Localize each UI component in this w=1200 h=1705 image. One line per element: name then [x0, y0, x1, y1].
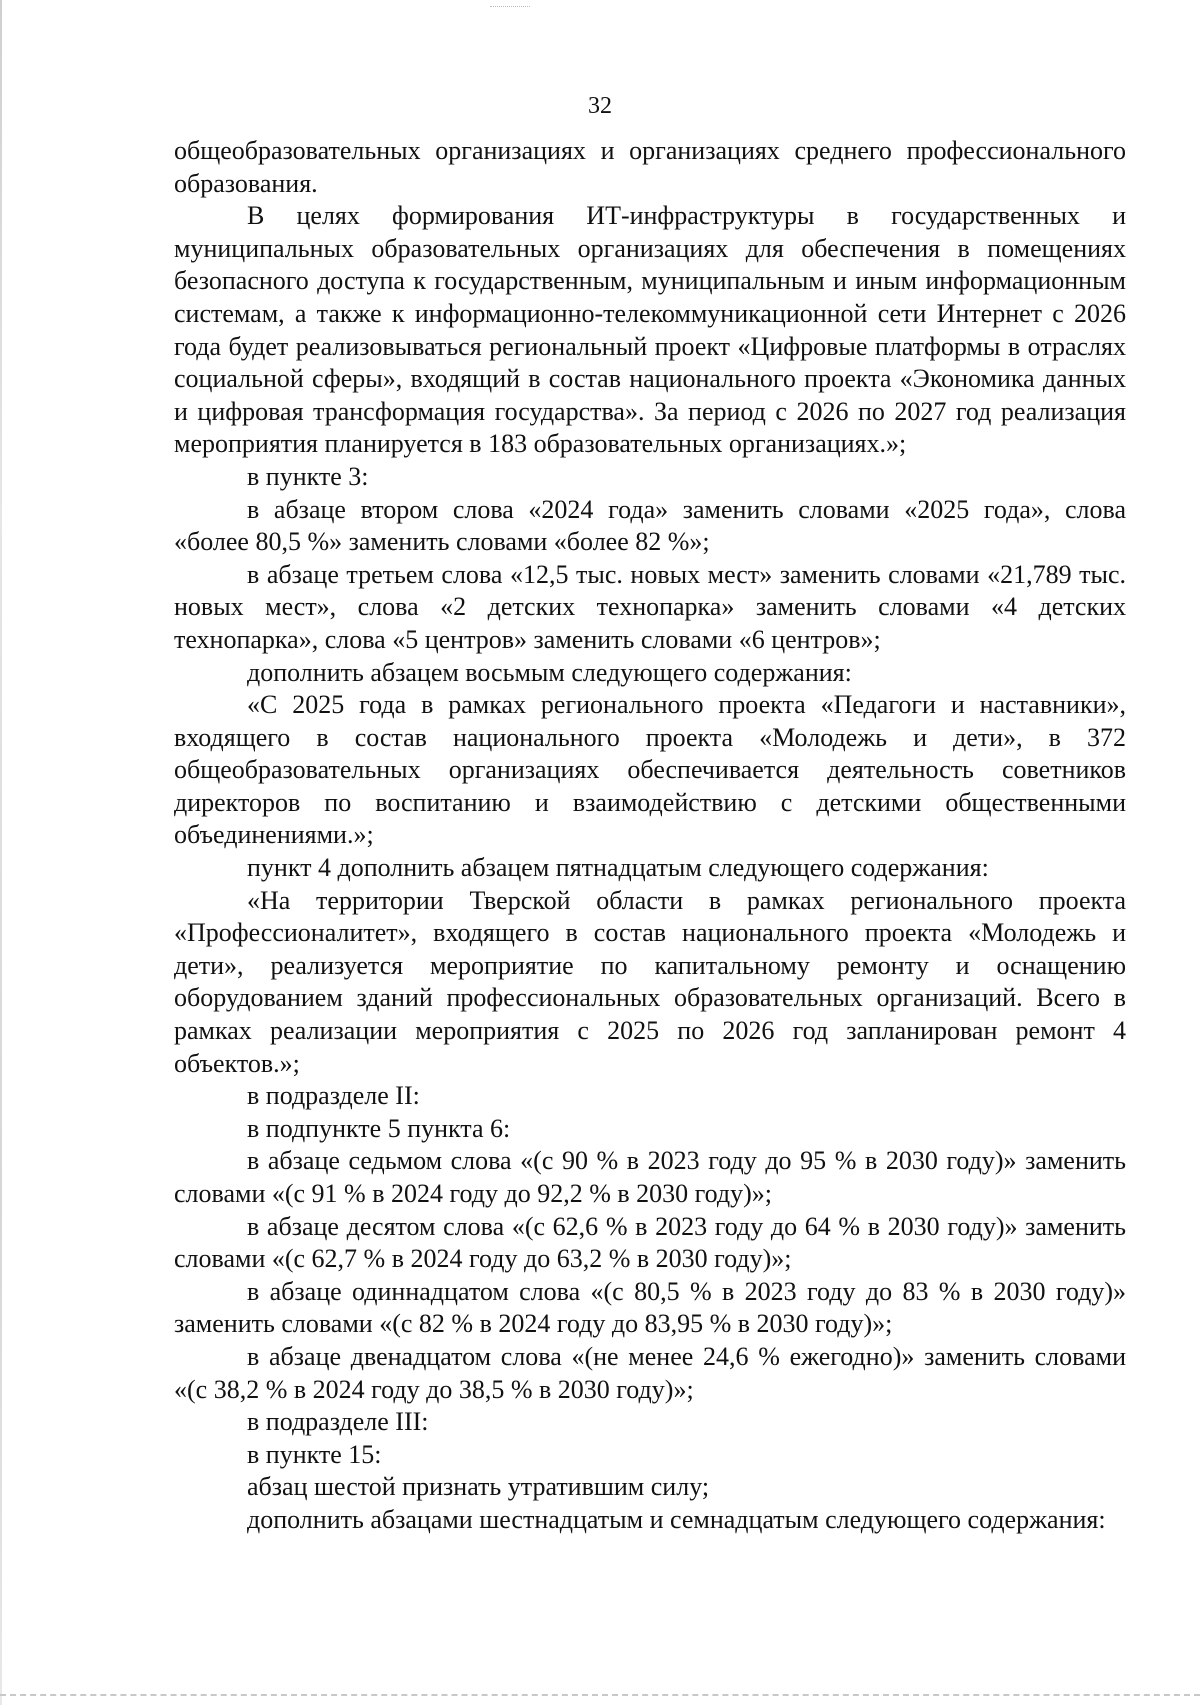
scan-top-artifact: [490, 6, 530, 7]
paragraph: в пункте 15:: [247, 1439, 382, 1469]
paragraph: В целях формирования ИТ-инфраструктуры в государственных и муниципальных образовательных организациях для обеспечения в помещениях безопасного доступа к государственным, муниципальным и иным информационным системам, а также к информационно-телекоммуникационной сети Интернет с 2026 года будет реализовываться региональный проект «Цифровые платформы в отраслях социальной сферы», входящий в состав национального проекта «Экономика данных и цифровая трансформация государства». За период с 2026 по 2027 год реализация мероприятия планируется в 183 образовательных организациях.»;: [174, 201, 1126, 459]
scan-edge-artifact: [0, 0, 2, 1705]
paragraph: в подразделе II:: [247, 1081, 420, 1111]
paragraph: «С 2025 года в рамках регионального проекта «Педагоги и наставники», входящего в состав национального проекта «Молодежь и дети», в 372 общеобразовательных организациях обеспечивается деятельность советников директоров по воспитанию и взаимодействию с детскими общественными объединениями.»;: [174, 690, 1126, 850]
scan-bottom-artifact: [0, 1694, 1200, 1696]
paragraph: в пункте 3:: [247, 461, 369, 491]
paragraph: пункт 4 дополнить абзацем пятнадцатым следующего содержания:: [247, 853, 989, 883]
paragraph: в подразделе III:: [247, 1407, 429, 1437]
paragraph: дополнить абзацами шестнадцатым и семнадцатым следующего содержания:: [247, 1504, 1106, 1534]
paragraph: в абзаце одиннадцатом слова «(с 80,5 % в 2023 году до 83 % в 2030 году)» заменить словами «(с 82 % в 2024 году до 83,95 % в 2030 году)»;: [174, 1276, 1126, 1339]
paragraph: общеобразовательных организациях и организациях среднего профессионального образования.: [174, 136, 1126, 198]
paragraph: дополнить абзацем восьмым следующего содержания:: [247, 657, 852, 687]
document-body: [174, 135, 1126, 1537]
paragraph: в абзаце третьем слова «12,5 тыс. новых мест» заменить словами «21,789 тыс. новых мест», слова «2 детских технопарка» заменить словами «4 детских технопарка», слова «5 центров» заменить словами «6 центров»;: [174, 559, 1126, 654]
paragraph: абзац шестой признать утратившим силу;: [247, 1472, 710, 1502]
paragraph: в абзаце двенадцатом слова «(не менее 24,6 % ежегодно)» заменить словами «(с 38,2 % в 2024 году до 38,5 % в 2030 году)»;: [174, 1341, 1126, 1404]
paragraph: в подпункте 5 пункта 6:: [247, 1113, 511, 1143]
paragraph: «На территории Тверской области в рамках регионального проекта «Профессионалитет», входящего в состав национального проекта «Молодежь и дети», реализуется мероприятие по капитальному ремонту и оснащению оборудованием зданий профессиональных образовательных организаций. Всего в рамках реализации мероприятия с 2025 по 2026 год запланирован ремонт 4 объектов.»;: [174, 885, 1126, 1078]
paragraph: в абзаце десятом слова «(с 62,6 % в 2023 году до 64 % в 2030 году)» заменить словами «(с 62,7 % в 2024 году до 63,2 % в 2030 году)»;: [174, 1211, 1126, 1274]
paragraph: в абзаце втором слова «2024 года» заменить словами «2025 года», слова «более 80,5 %» заменить словами «более 82 %»;: [174, 494, 1126, 557]
page-number: 32: [588, 93, 612, 119]
paragraph: в абзаце седьмом слова «(с 90 % в 2023 году до 95 % в 2030 году)» заменить словами «(с 91 % в 2024 году до 92,2 % в 2030 году)»;: [174, 1146, 1126, 1208]
